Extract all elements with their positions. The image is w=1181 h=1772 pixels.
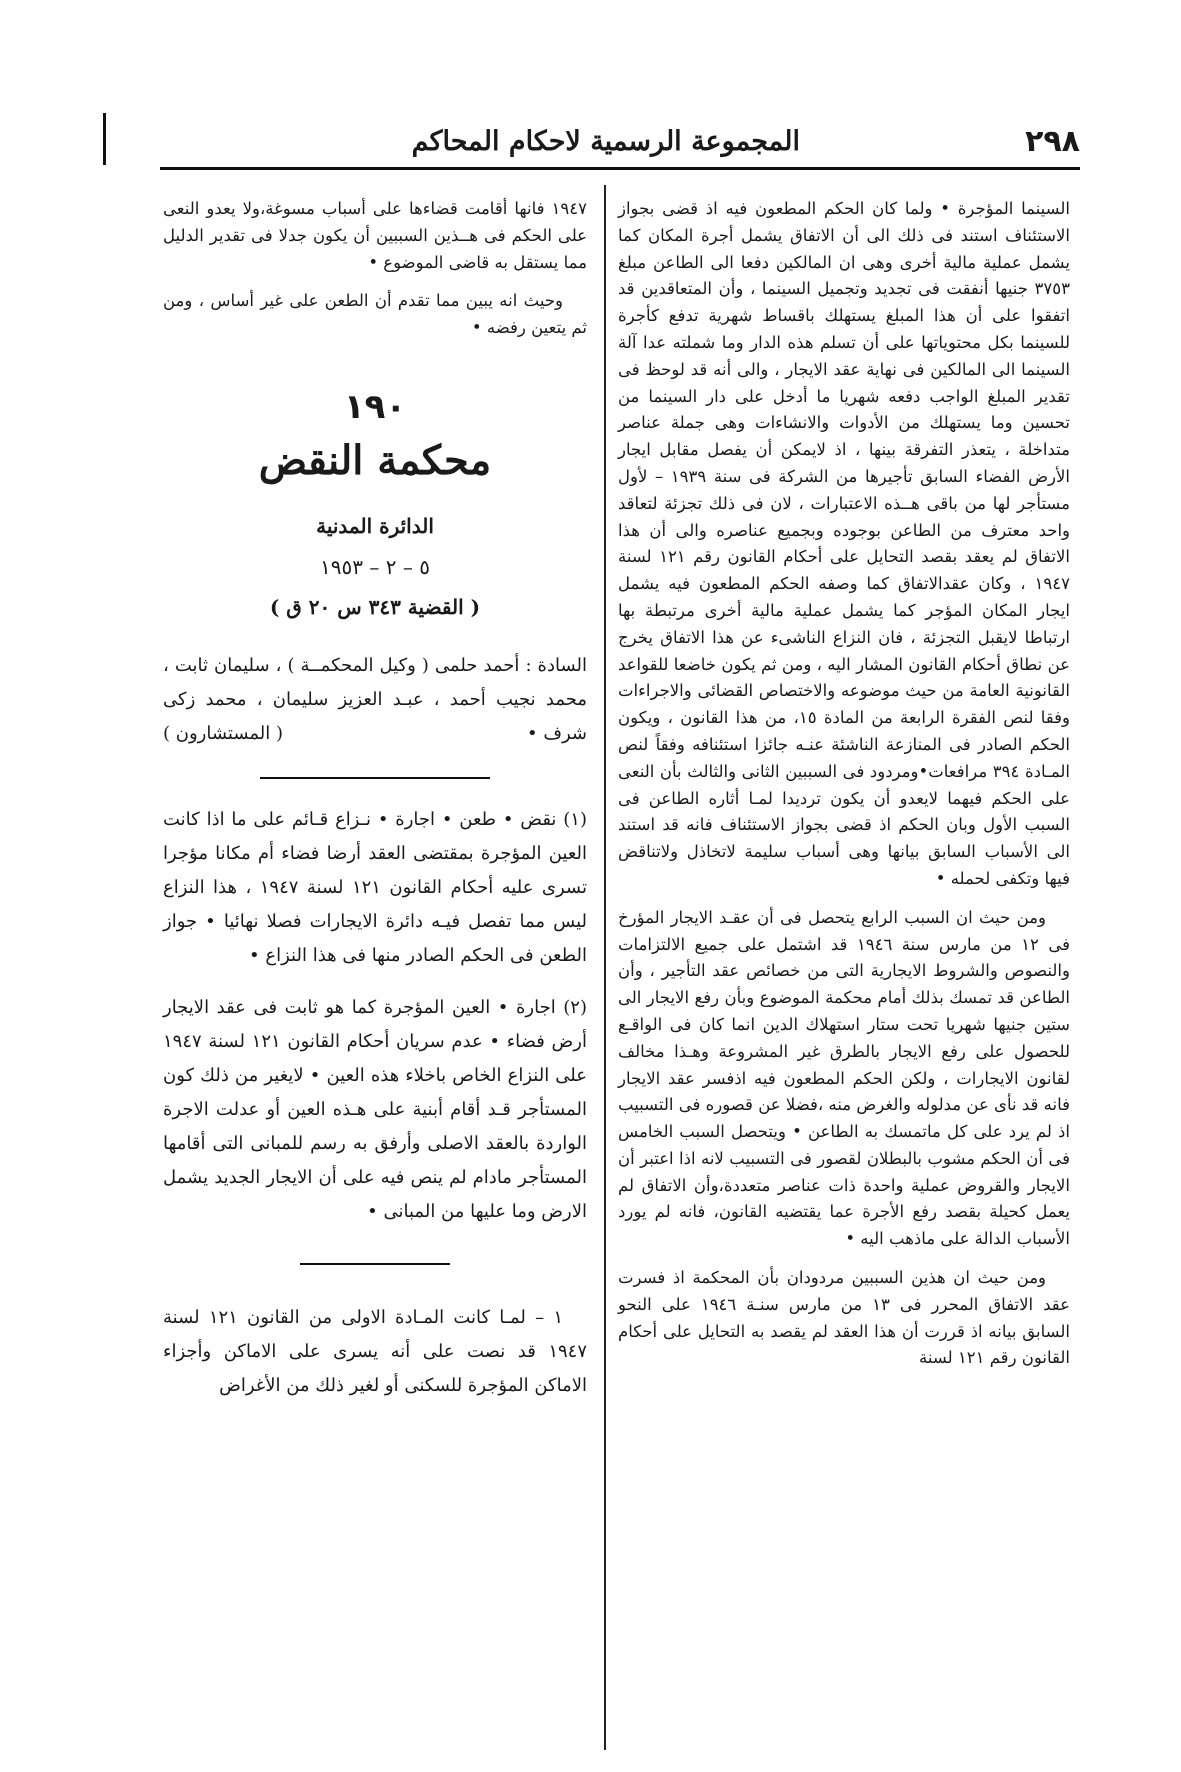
header-rule xyxy=(160,167,1080,170)
summary-point: (١) نقض • طعن • اجارة • نـزاع قـائم على ما اذا كانت العين المؤجرة بمقتضى العقد أرضا فضاء أم مكانا مؤجرا تسرى عليه أحكام القانون ١٢١ لسنة ١٩٤٧ ، هذا النزاع ليس مما تفصل فيـه دائرة الايجارات فصلا نهائيا • جواز الطعن فى الحكم الصادر منها فى هذا النزاع • xyxy=(163,809,587,967)
footnote-rule xyxy=(300,1263,450,1265)
judges-role: ( المستشارون ) xyxy=(163,723,284,745)
court-name: محكمة النقض xyxy=(258,436,492,484)
running-title: المجموعة الرسمية لاحكام المحاكم xyxy=(411,126,800,157)
ruling-summary xyxy=(163,803,587,1229)
page-number: ٢٩٨ xyxy=(1025,124,1080,159)
judges-list xyxy=(163,649,587,751)
column-divider xyxy=(604,185,606,1750)
judges-names: السادة : أحمد حلمى ( وكيل المحكمــة ) ، سليمان ثابت ، محمد نجيب أحمد ، عبـد العزيز سليمان ، محمد زكى شرف • xyxy=(163,655,587,745)
circuit-name: الدائرة المدنية xyxy=(316,513,434,538)
page-header xyxy=(160,120,1080,168)
summary-point: (٢) اجارة • العين المؤجرة كما هو ثابت فى عقد الايجار أرض فضاء • عدم سريان أحكام القانون ١٢١ لسنة ١٩٤٧ على النزاع الخاص باخلاء هذه العين • لايغير من ذلك كون المستأجر قـد أقام أبنية على هـذه العين أو عدلت الاجرة الواردة بالعقد الاصلى وأرفق به رسم للمبانى التى أقامها المستأجر مادام لم ينص فيه على أن الايجار الجديد يشمل الارض وما عليها من المبانى • xyxy=(163,997,587,1223)
case-reference: ( القضية ٣٤٣ س ٢٠ ق ) xyxy=(269,595,481,620)
ruling-date: ٥ – ٢ – ١٩٥٣ xyxy=(320,554,430,579)
right-column xyxy=(618,196,1070,1372)
case-number: ١٩٠ xyxy=(343,386,407,427)
section-rule xyxy=(260,777,490,779)
continuation-paragraph: ١٩٤٧ فانها أقامت قضاءها على أسباب مسوغة،ولا يعدو النعى على الحكم فى هــذين السببين أن يكون جدلا فى تقدير الدليل مما يستقل به قاضى الموضوع • xyxy=(163,199,587,272)
body-paragraph: ومن حيث ان السبب الرابع يتحصل فى أن عقـد الايجار المؤرخ فى ١٢ من مارس سنة ١٩٤٦ قد اشتمل على جميع الالتزامات والنصوص والشروط الايجارية التى من خصائص عقد التأجير ، وأن الطاعن قد تمسك بذلك أمام محكمة الموضوع وبأن رفع الايجار الى ستين جنيها شهريا تحت ستار استهلاك الدين انما كان فى الواقـع للحصول على رفع الايجار بالطرق غير المشروعة وهـذا مخالف لقانون الايجارات ، ولكن الحكم المطعون فيه اذفسر عقد الايجار فانه قد نأى عن مدلوله والغرض منه ،فضلا عن قصوره فى التسبيب اذ لم يرد على كل ماتمسك به الطاعن • ويتحصل السبب الخامس فى أن الحكم مشوب بالبطلان لقصور فى التسبيب لانه اذا اعتبر أن الايجار والقروض عملية واحدة ذات عناصر متعددة،وأن الاتفاق لم يعمل كحيلة بقصد رفع الأجرة عما يقتضيه القانون، فانه لم يورد الأسباب الدالة على ماذهب اليه • xyxy=(618,907,1070,1249)
left-column xyxy=(163,196,587,1403)
footnote-paragraph: ١ – لمـا كانت المـادة الاولى من القانون ١٢١ لسنة ١٩٤٧ قد نصت على أنه يسرى على الاماكن وأجزاء الاماكن المؤجرة للسكنى أو لغير ذلك من الأغراض xyxy=(163,1307,587,1397)
conclusion-paragraph: وحيث انه يبين مما تقدم أن الطعن على غير أساس ، ومن ثم يتعين رفضه • xyxy=(163,291,587,338)
body-paragraph: ومن حيث ان هذين السببين مردودان بأن المحكمة اذ فسرت عقد الاتفاق المحرر فى ١٣ من مارس سنـة ١٩٤٦ على النحو السابق بيانه اذ قررت أن هذا العقد لم يقصد به التحايل على أحكام القانون رقم ١٢١ لسنة xyxy=(618,1268,1070,1368)
margin-mark xyxy=(103,113,106,165)
body-paragraph: السينما المؤجرة • ولما كان الحكم المطعون فيه اذ قضى بجواز الاستئناف استند فى ذلك الى أن الاتفاق يشمل أجرة المكان كما يشمل عملية مالية أخرى وهى ان المالكين دفعا الى الطاعن مبلغ ٣٧٥٣ جنيها أنفقت فى تجديد وتجميل السينما ، وأن المتعاقدين قد اتفقوا على أن هذا المبلغ يستهلك باقساط شهرية تدفع كأجرة للسينما بكل محتوياتها على أن تسلم هذه الدار وما شملته عدا آلة السينما الى المالكين فى نهاية عقد الايجار ، والى أنه قد لوحظ فى تقدير المبلغ الواجب دفعه شهريا ما أدخل على دار السينما من تحسين وما يستهلك من الأدوات والانشاءات وهى جملة عناصر متداخلة ، يتعذر التفرقة بينها ، اذ لايمكن أن يفصل مقابل ايجار الأرض الفضاء السابق تأجيرها من الشركة فى سنة ١٩٣٩ – لأول مستأجر لها من باقى هــذه الاعتبارات ، لان فى ذلك تجزئة لتعاقد واحد معترف من الطاعن بوجوده وبجميع عناصره والى أن هذا الاتفاق لم يعقد بقصد التحايل على أحكام القانون رقم ١٢١ لسنة ١٩٤٧ ، وكان عقدالاتفاق كما وصفه الحكم المطعون فيه يشمل ايجار المكان المؤجر كما يشمل عملية مالية أخرى مرتبطة بها ارتباطا لايقبل التجزئة ، فان النزاع الناشىء عن هذا الاتفاق يخرج عن نطاق أحكام القانون المشار اليه ، ومن ثم يكون خاضعا للقواعد القانونية العامة من حيث موضوعه والاختصاص القضائى والاجراءات وفقا لنص الفقرة الرابعة من المادة ١٥، من هذا القانون ، ويكون الحكم الصادر فى المنازعة الناشئة عنـه جائزا استئنافه وفقاً لنص المـادة ٣٩٤ مرافعات•ومردود فى السببين الثانى والثالث بأن النعى على الحكم فيهما لايعدو أن يكون ترديدا لمـا أثاره الطاعن فى السبب الأول وبان الحكم اذ قضى بجواز الاستئناف فانه قد استند الى الأسباب السابق بيانها وهى أسباب سليمة لاتخاذل ولاتناقض فيها وتكفى لحمله • xyxy=(618,199,1071,888)
